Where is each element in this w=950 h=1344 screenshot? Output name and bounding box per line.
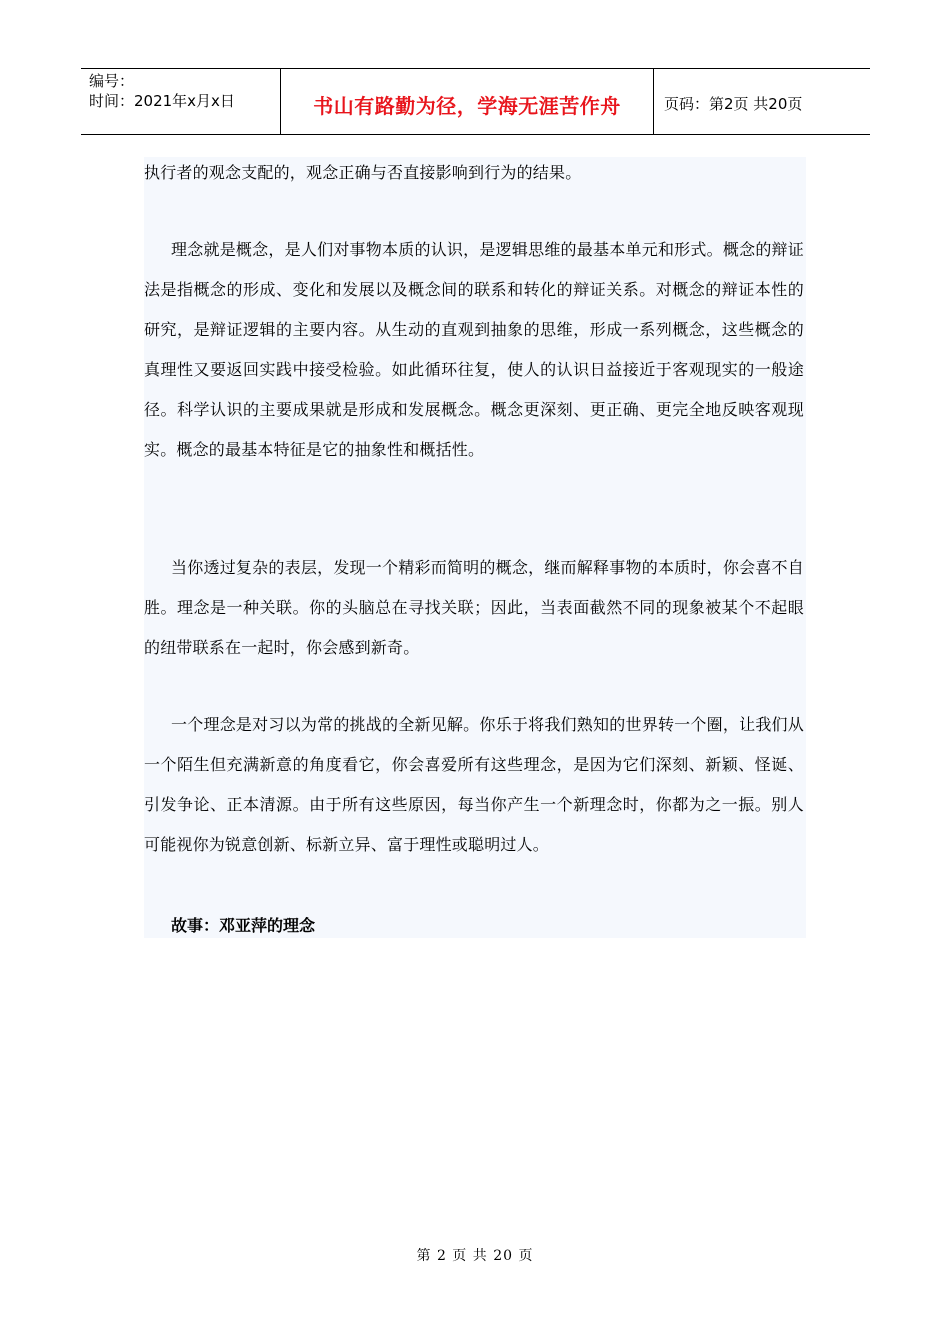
date-line: 时间：2021年x月x日 [89,92,235,110]
header-motto: 书山有路勤为径，学海无涯苦作舟 [281,69,654,134]
header-page-info: 页码：第2页 共20页 [664,95,803,113]
story-title: 故事：邓亚萍的理念 [171,916,316,935]
document-header [81,68,870,135]
number-label: 编号： [89,72,135,90]
content-block [144,157,806,938]
header-meta [81,69,281,134]
page-footer: 第 2 页 共 20 页 [416,1248,534,1264]
paragraph-1: 执行者的观念支配的，观念正确与否直接影响到行为的结果。 [144,163,582,182]
paragraph-3: 当你透过复杂的表层，发现一个精彩而简明的概念，继而解释事物的本质时，你会喜不自胜。理念是一种关联。你的头脑总在寻找关联；因此，当表面截然不同的现象被某个不起眼的纽带联系在一起时，你会感到新奇。 [144,558,804,657]
paragraph-2: 理念就是概念，是人们对事物本质的认识，是逻辑思维的最基本单元和形式。概念的辩证法是指概念的形成、变化和发展以及概念间的联系和转化的辩证关系。对概念的辩证本性的研究，是辩证逻辑的主要内容。从生动的直观到抽象的思维，形成一系列概念，这些概念的真理性又要返回实践中接受检验。如此循环往复，使人的认识日益接近于客观现实的一般途径。科学认识的主要成果就是形成和发展概念。概念更深刻、更正确、更完全地反映客观现实。概念的最基本特征是它的抽象性和概括性。 [144,240,804,459]
paragraph-4: 一个理念是对习以为常的挑战的全新见解。你乐于将我们熟知的世界转一个圈，让我们从一个陌生但充满新意的角度看它，你会喜爱所有这些理念，是因为它们深刻、新颖、怪诞、引发争论、正本清源。由于所有这些原因，每当你产生一个新理念时，你都为之一振。别人可能视你为锐意创新、标新立异、富于理性或聪明过人。 [144,715,804,854]
